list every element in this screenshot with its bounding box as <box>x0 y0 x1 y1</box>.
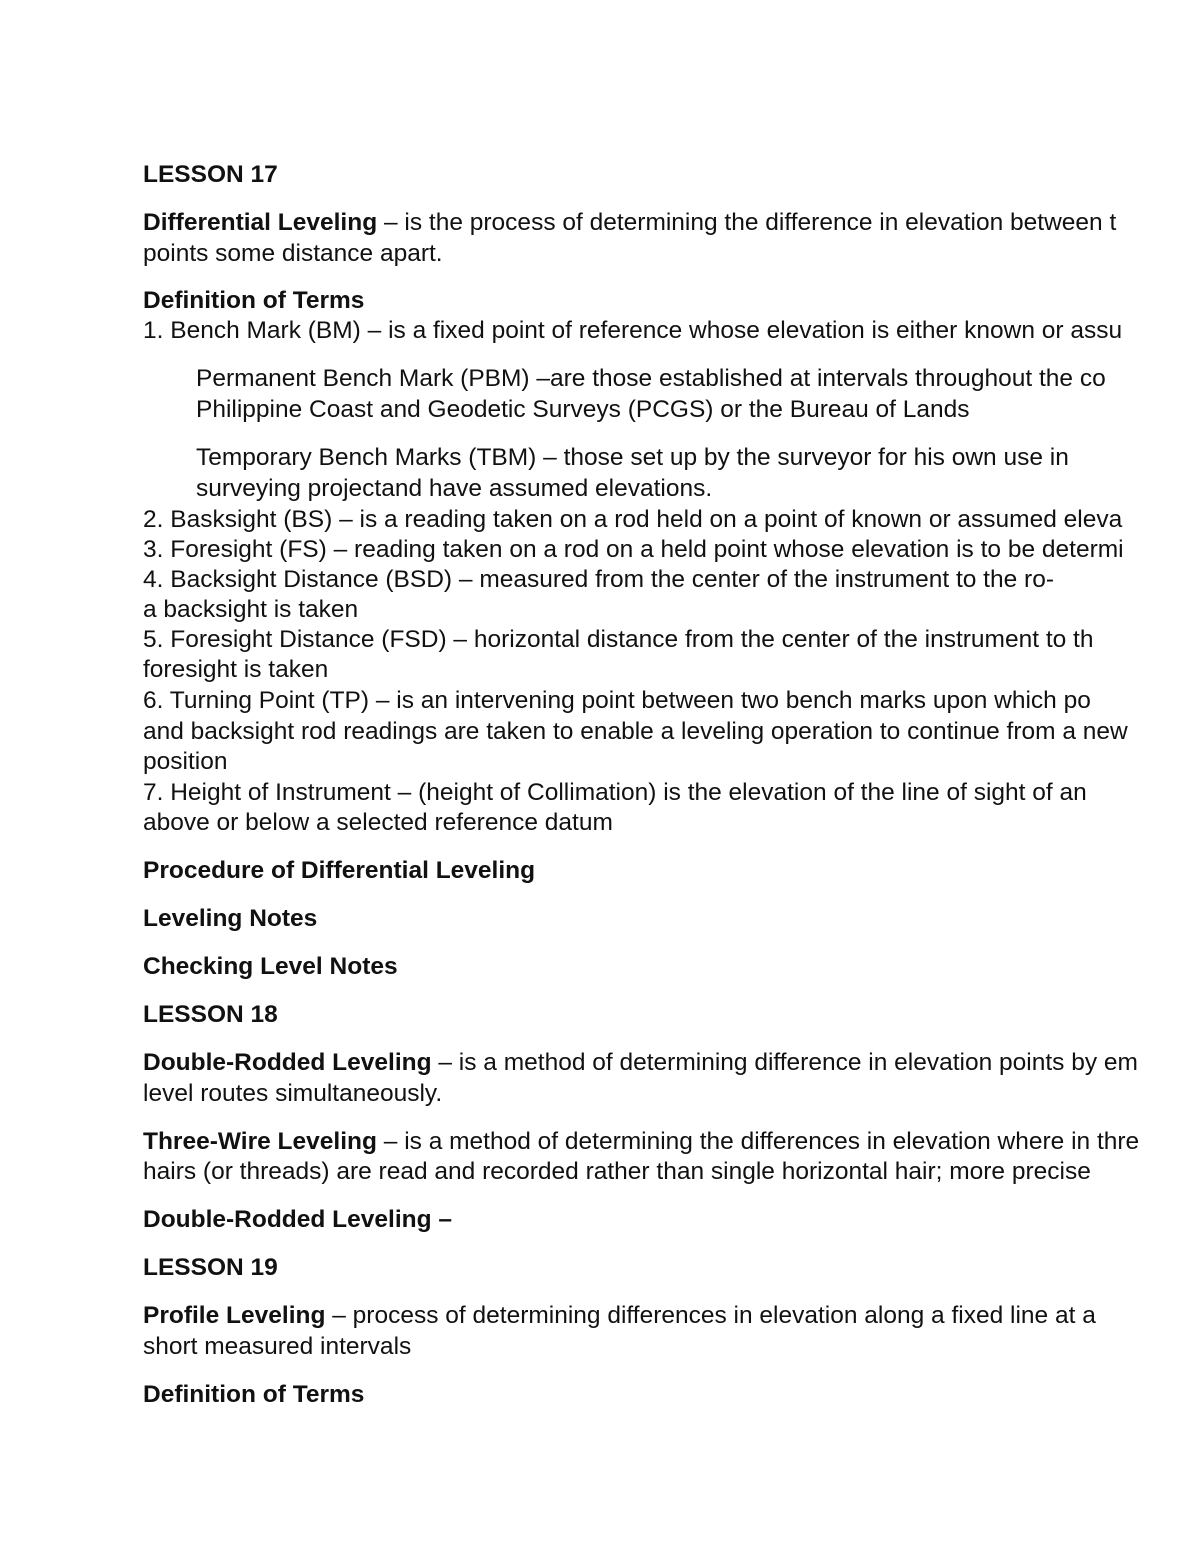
definition-text: – is a method of determining the differences in elevation where in thre <box>376 1128 1140 1155</box>
differential-leveling-definition <box>143 208 1116 238</box>
term-item-4-continuation: a backsight is taken <box>143 596 359 623</box>
leveling-notes-heading: Leveling Notes <box>143 905 318 932</box>
checking-level-notes-heading: Checking Level Notes <box>143 953 398 980</box>
tbm-definition: Temporary Bench Marks (TBM) – those set up by the surveyor for his own use in <box>196 444 1069 471</box>
term-item-1: 1. Bench Mark (BM) – is a fixed point of reference whose elevation is either known or assu <box>143 317 1123 344</box>
three-wire-continuation: hairs (or threads) are read and recorded rather than single horizontal hair; more precise <box>143 1158 1091 1185</box>
lesson-17-heading: LESSON 17 <box>143 161 278 188</box>
double-rodded-definition <box>143 1048 1138 1078</box>
profile-leveling-continuation: short measured intervals <box>143 1333 412 1360</box>
pbm-definition-continuation: Philippine Coast and Geodetic Surveys (PCGS) or the Bureau of Lands <box>196 396 970 423</box>
term-three-wire-leveling: Three-Wire Leveling <box>143 1128 377 1155</box>
term-item-4: 4. Backsight Distance (BSD) – measured from the center of the instrument to the ro- <box>143 566 1054 593</box>
definition-continuation: points some distance apart. <box>143 240 443 267</box>
term-item-2: 2. Basksight (BS) – is a reading taken on a rod held on a point of known or assumed eleva <box>143 506 1123 533</box>
term-item-7-continuation: above or below a selected reference datum <box>143 809 613 836</box>
pbm-definition: Permanent Bench Mark (PBM) –are those established at intervals throughout the co <box>196 365 1106 392</box>
term-double-rodded-leveling: Double-Rodded Leveling <box>143 1049 432 1076</box>
tbm-definition-continuation: surveying projectand have assumed elevations. <box>196 475 713 502</box>
term-item-6: 6. Turning Point (TP) – is an intervening point between two bench marks upon which po <box>143 687 1091 714</box>
procedure-heading: Procedure of Differential Leveling <box>143 857 536 884</box>
definition-of-terms-heading: Definition of Terms <box>143 287 365 314</box>
term-item-5-continuation: foresight is taken <box>143 656 329 683</box>
lesson-18-heading: LESSON 18 <box>143 1001 278 1028</box>
definition-text: – process of determining differences in elevation along a fixed line at a <box>325 1302 1096 1329</box>
definition-text: – is a method of determining difference in elevation points by em <box>431 1049 1138 1076</box>
double-rodded-heading: Double-Rodded Leveling – <box>143 1206 452 1233</box>
three-wire-definition <box>143 1127 1139 1157</box>
profile-leveling-definition <box>143 1301 1096 1331</box>
term-profile-leveling: Profile Leveling <box>143 1302 326 1329</box>
term-item-3: 3. Foresight (FS) – reading taken on a rod on a held point whose elevation is to be determi <box>143 536 1124 563</box>
lesson-19-heading: LESSON 19 <box>143 1254 278 1281</box>
term-differential-leveling: Differential Leveling <box>143 209 378 236</box>
definition-of-terms-heading-2: Definition of Terms <box>143 1381 365 1408</box>
term-item-7: 7. Height of Instrument – (height of Collimation) is the elevation of the line of sight of an <box>143 779 1087 806</box>
term-item-6-continuation: and backsight rod readings are taken to enable a leveling operation to continue from a new <box>143 718 1128 745</box>
term-item-6-continuation-2: position <box>143 748 228 775</box>
double-rodded-continuation: level routes simultaneously. <box>143 1080 443 1107</box>
term-item-5: 5. Foresight Distance (FSD) – horizontal distance from the center of the instrument to th <box>143 626 1094 653</box>
definition-text: – is the process of determining the difference in elevation between t <box>377 209 1117 236</box>
